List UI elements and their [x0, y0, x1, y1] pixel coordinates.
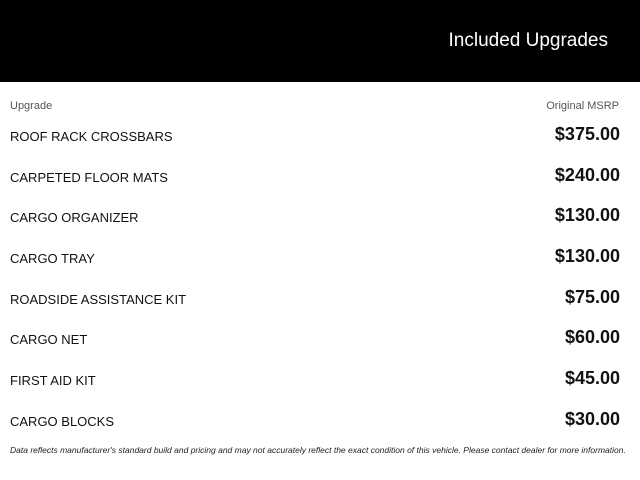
- upgrade-price: $375.00: [554, 124, 620, 144]
- upgrade-price: $75.00: [564, 286, 620, 307]
- upgrade-price: $240.00: [554, 164, 620, 185]
- upgrade-name: CARGO BLOCKS: [10, 413, 115, 429]
- upgrade-name: CARGO ORGANIZER: [10, 210, 139, 226]
- page-title: Included Upgrades: [448, 30, 608, 51]
- upgrade-name: ROADSIDE ASSISTANCE KIT: [10, 291, 187, 307]
- upgrade-price: $45.00: [564, 368, 620, 389]
- disclaimer-text: Data reflects manufacturer's standard build and pricing and may not accurately reflect the exact condition of this vehicle. Please contact dealer for more information.: [10, 445, 626, 455]
- table-row: [0, 197, 640, 238]
- table-row: [0, 360, 640, 401]
- upgrade-name: CARGO NET: [10, 332, 88, 348]
- upgrade-name: CARGO TRAY: [10, 251, 95, 267]
- upgrade-price: $60.00: [564, 327, 620, 348]
- upgrade-price: $130.00: [554, 246, 620, 267]
- upgrade-name: CARPETED FLOOR MATS: [10, 169, 168, 185]
- column-header-upgrade: Upgrade: [10, 100, 53, 112]
- upgrade-name: FIRST AID KIT: [10, 373, 96, 389]
- header-bar: [0, 0, 640, 82]
- table-row: [0, 238, 640, 279]
- table-row: [0, 279, 640, 320]
- table-row: [0, 116, 640, 157]
- table-row: [0, 319, 640, 360]
- table-row: [0, 157, 640, 198]
- upgrade-price: $130.00: [554, 205, 620, 226]
- table-row: [0, 401, 640, 442]
- upgrade-price: $30.00: [564, 408, 620, 429]
- column-header-msrp: Original MSRP: [546, 100, 619, 112]
- upgrade-name: ROOF RACK CROSSBARS: [10, 129, 173, 144]
- upgrades-table: [0, 116, 640, 442]
